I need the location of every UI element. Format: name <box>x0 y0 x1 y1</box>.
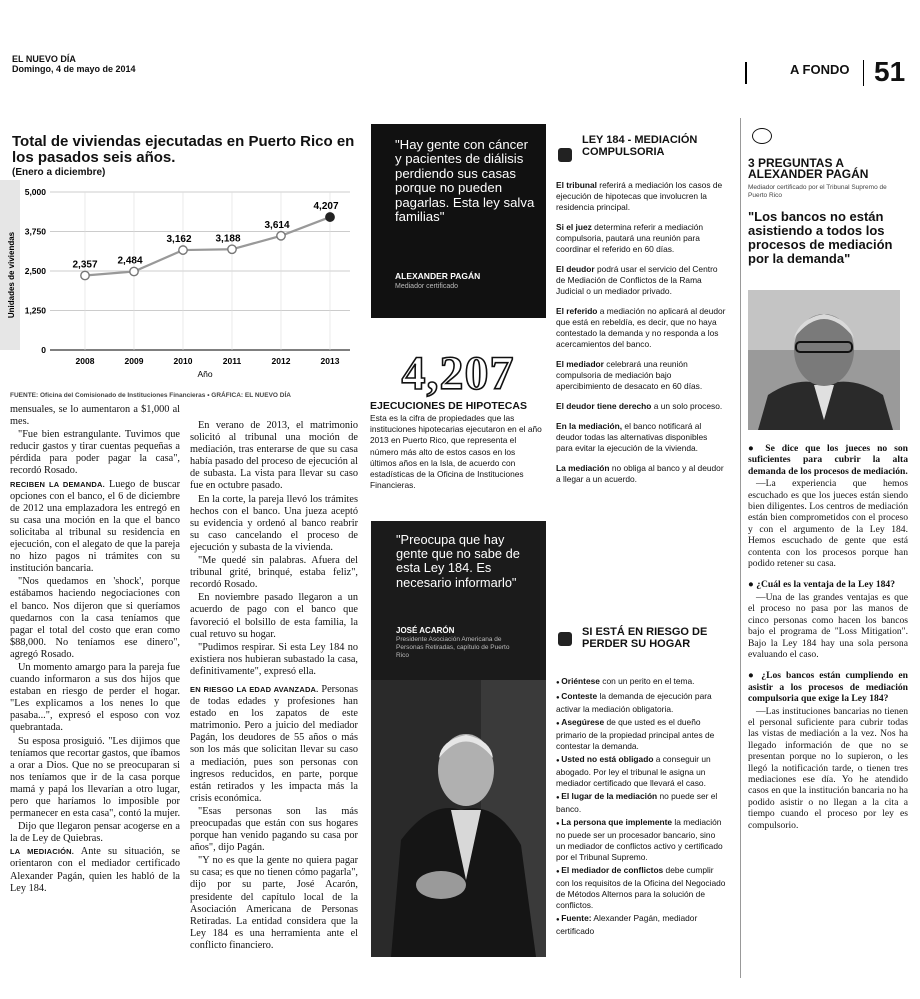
x-tick-label: 2008 <box>75 356 95 366</box>
paragraph: Dijo que llegaron pensar acogerse en a la de Ley de Quiebras. <box>10 821 180 845</box>
x-tick-label: 2011 <box>222 356 242 366</box>
data-point <box>326 213 334 221</box>
list-item <box>556 180 726 213</box>
list-item <box>556 359 726 392</box>
x-tick-label: 2012 <box>271 356 291 366</box>
list-item <box>556 865 726 911</box>
list-item-text: a mediación no aplicará al deudor que está en rebeldía, es decir, que no haya contestado la demanda y no responda a los acercamientos del banco. <box>556 306 726 349</box>
data-label: 3,614 <box>264 219 290 231</box>
big-number: 4,207 <box>401 347 515 400</box>
subhead: EN RIESGO LA EDAD AVANZADA. <box>190 684 319 694</box>
x-axis-label: Año <box>197 369 213 379</box>
subhead: RECIBEN LA DEMANDA. <box>10 479 105 489</box>
x-tick-label: 2009 <box>124 356 144 366</box>
list-item <box>556 401 726 412</box>
interview-question: ● ¿Los bancos están cumpliendo en asistir a los procesos de mediación compulsoria que exige la Ley 184? <box>748 670 908 705</box>
data-point <box>179 246 187 254</box>
paragraph: En la corte, la pareja llevó los trámites hechos con el banco. Una jueza aceptó su evidencia y ordenó al banco reabrir su caso cancelando el proceso de ejecución y subasta de la vivienda. <box>190 493 358 553</box>
list-item-text: Alexander Pagán, mediador certificado <box>556 913 698 936</box>
quote-author-role: Mediador certificado <box>395 283 459 290</box>
paragraph: "Me quedé sin palabras. Afuera del tribunal grité, brinqué, estaba feliz", recordó Rosado. <box>190 555 358 591</box>
pull-quote: "Preocupa que hay gente que no sabe de esta Ley 184. Es necesario informarlo" <box>396 532 520 590</box>
bullet-icon: ● <box>556 680 562 686</box>
data-label: 2,484 <box>117 255 143 267</box>
paragraph <box>10 479 180 576</box>
list-item-lead: El tribunal <box>556 180 597 190</box>
quote-author: ALEXANDER PAGÁN <box>395 271 481 281</box>
pull-quote: "Hay gente con cáncer y pacientes de diálisis perdiendo sus casas porque no pueden pagarlas. Esta ley salva familias" <box>395 137 535 225</box>
ley184-heading: LEY 184 - MEDIACIÓN COMPULSORIA <box>582 134 698 158</box>
article-column-1 <box>10 404 180 896</box>
list-item-lead: El deudor tiene derecho <box>556 401 652 411</box>
list-item <box>556 791 726 815</box>
list-item-text: debe cumplir con los requisitos de la Oficina del Negociado de Métodos Alternos para la solución de conflictos. <box>556 865 726 910</box>
chart-source: FUENTE: Oficina del Comisionado de Instituciones Financieras • GRÁFICA: EL NUEVO DÍA <box>10 392 291 399</box>
paragraph: "Y no es que la gente no quiera pagar su casa; es que no tienen cómo pagarla", dijo por su parte, José Acarón, presidente del capítulo local de la Asociación Americana de Personas Retiradas. La entidad considera que la Ley 184 es una herramienta ante el conflicto financiero. <box>190 855 358 951</box>
list-item-text: con un perito en el tema. <box>599 676 695 686</box>
x-tick-label: 2013 <box>320 356 340 366</box>
newspaper-name: EL NUEVO DÍA <box>12 54 76 64</box>
data-point <box>130 267 138 275</box>
list-item <box>556 817 726 863</box>
interview-heading: 3 PREGUNTAS A ALEXANDER PAGÁN <box>748 156 869 181</box>
list-item <box>556 222 726 255</box>
big-number-description: Esta es la cifra de propiedades que las instituciones hipotecarias ejecutaron en el año 2013 en Puerto Rico, que representa el número más alto de estos casos en los últimos años en la Isla, de acuerdo con estadísticas de la Oficina de Instituciones Financieras. <box>370 413 542 491</box>
list-item <box>556 717 726 752</box>
list-item <box>556 913 726 937</box>
data-point <box>277 232 285 240</box>
list-item-text: podrá usar el servicio del Centro de Mediación de Conflictos de la Rama Judicial o un mediador privado. <box>556 264 718 296</box>
y-tick-label: 2,500 <box>24 266 46 276</box>
page-number: 51 <box>874 56 906 87</box>
list-item <box>556 463 726 485</box>
paragraph: "Fue bien estrangulante. Tuvimos que reducir gastos y tirar cuentas pequeñas a pérdida para poder pagar la casa", recordó Rosado. <box>10 429 180 477</box>
list-item-lead: Si el juez <box>556 222 592 232</box>
data-label: 3,162 <box>166 234 192 246</box>
quote-author: JOSÉ ACARÓN <box>396 626 455 635</box>
interview-subheading: Mediador certificado por el Tribunal Supremo de Puerto Rico <box>748 184 887 199</box>
list-item-lead: La persona que implemente <box>561 817 673 827</box>
chart-subtitle: (Enero a diciembre) <box>12 167 106 178</box>
list-item-text: el banco notificará al deudor todas las alternativas disponibles para evitar la ejecución de la vivienda. <box>556 421 708 453</box>
search-icon <box>558 632 572 646</box>
series-line <box>85 217 330 275</box>
interview-answer: —La experiencia que hemos escuchado es que los jueces están siendo bien diligentes. Los centros de mediación están bien comprometidos con el proceso y con el argumento de la Ley 184. Hemos escuchado de gente que está contenta con los procesos porque han podido retener su casa. <box>748 478 908 570</box>
list-item-lead: La mediación <box>556 463 610 473</box>
list-item <box>556 691 726 715</box>
list-item <box>556 421 726 454</box>
paragraph <box>190 684 358 805</box>
y-tick-label: 5,000 <box>24 187 46 197</box>
interview-quote: "Los bancos no están asistiendo a todos los procesos de mediación por la demanda" <box>748 209 893 266</box>
list-item-lead: Fuente: <box>561 913 592 923</box>
list-item-lead: Usted no está obligado <box>561 754 654 764</box>
section-name: A FONDO <box>790 62 850 77</box>
header-divider <box>745 62 747 84</box>
interview-answer: —Las instituciones bancarias no tienen el personal suficiente para cubrir todas las vistas de mediación a la vez. Nos ha llegado información de que no se presentan porque no lo supieron, o les llegó la notificación tarde, o tienen tres mediaciones ese día. Yo he atendido casos en que la institución bancaria no ha podido asistir o no llegan a la cita a tiempo cuando el proceso por ley es compulsorio. <box>748 705 908 831</box>
riesgo-heading: SI ESTÁ EN RIESGO DE PERDER SU HOGAR <box>582 626 708 650</box>
list-item-lead: Oriéntese <box>561 676 600 686</box>
header-divider-2 <box>863 60 864 86</box>
bullet-icon: ● <box>556 917 562 923</box>
list-item-text: no puede ser el banco. <box>556 791 718 814</box>
list-item-text: no obliga al banco y al deudor a llegar a un acuerdo. <box>556 463 724 484</box>
data-point <box>228 245 236 253</box>
quote-author-role: Presidente Asociación Americana de Personas Retiradas, capítulo de Puerto Rico <box>396 636 510 659</box>
list-item-lead: Conteste <box>561 691 598 701</box>
list-item-text: a conseguir un abogado. Por ley el tribunal le asigna un mediador certificado que llevará el caso. <box>556 754 711 788</box>
paragraph-text: Ante su situación, se orientaron con el mediador certificado Alexander Pagán, quien les habló de la Ley 184. <box>10 846 180 894</box>
list-item-text: a un solo proceso. <box>651 401 723 411</box>
list-item <box>556 264 726 297</box>
chart-title: Total de viviendas ejecutadas en Puerto Rico en los pasados seis años. <box>12 133 355 166</box>
bullet-icon: ● <box>556 695 562 701</box>
data-label: 3,188 <box>215 233 241 245</box>
paragraph-text: Luego de buscar opciones con el banco, el 6 de diciembre de 2012 una emplazadora les entregó en su casa una moción en la que el banco solicitaba al tribunal su residencia en ejecución, con el alegato de que la pareja no hizo pagos ni trámites con su institución bancaria. <box>10 478 181 575</box>
bullet-icon: ● <box>556 795 562 801</box>
big-number-title: EJECUCIONES DE HIPOTECAS <box>370 400 527 412</box>
list-item-lead: El lugar de la mediación <box>561 791 658 801</box>
y-axis-label: Unidades de viviendas <box>7 231 16 319</box>
paragraph: Su esposa prosiguió. "Les dijimos que teníamos que recortar gastos, que íbamos a orar a Dios. Que no se preocuparan si nos teníamos que ir de la casa porque mamá y papá los llevarían a otro lugar, pero que haríamos lo imposible por permanecer en esta casa", contó la mujer. <box>10 735 181 820</box>
y-tick-label: 3,750 <box>24 226 46 237</box>
ley184-list <box>556 180 726 494</box>
list-item <box>556 676 726 689</box>
list-item-lead: El mediador <box>556 359 604 369</box>
paragraph <box>10 846 180 894</box>
list-item-lead: El deudor <box>556 264 595 274</box>
pagan-photo <box>748 290 900 430</box>
interview-question: ● Se dice que los jueces no son suficientes para cubrir la alta demanda de los procesos de mediación. <box>748 443 908 477</box>
list-item-lead: En la mediación, <box>556 421 623 431</box>
article-column-2 <box>190 420 358 953</box>
housing-chart <box>0 180 362 390</box>
acaron-photo <box>371 680 546 957</box>
interview-question: ● ¿Cuál es la ventaja de la Ley 184? <box>748 579 896 591</box>
data-point <box>81 271 89 279</box>
list-item-text: la mediación no puede ser un procesador bancario, sino un mediador de conflictos activo y certificado por el Tribunal Supremo. <box>556 817 723 862</box>
subhead: LA MEDIACIÓN. <box>10 847 75 857</box>
paragraph: "Esas personas son las más preocupadas que están con sus hogares porque han venido pagando su casa por años", dijo Pagán. <box>190 805 358 854</box>
paragraph: "Nos quedamos en 'shock', porque estábamos haciendo negociaciones con el banco. Nos dijeron que si queríamos quedarnos con la casa teníamos que pagar el total del costo que eran como $88,000. No teníamos ese dinero", agregó Rosado. <box>10 576 180 660</box>
bullet-icon: ● <box>556 821 562 827</box>
list-item-lead: El referido <box>556 306 598 316</box>
paragraph: "Pudimos respirar. Si esta Ley 184 no existiera nos hubieran subastado la casa, definitivamente", expresó ella. <box>190 641 358 677</box>
y-tick-label: 0 <box>41 345 46 355</box>
paragraph: En verano de 2013, el matrimonio solicitó al tribunal una moción de mediación, tras enterarse de que su casa había pasado del proceso de ejecución al de subasta. La vista para llevar su caso fue en octubre pasado. <box>190 420 358 492</box>
data-label: 2,357 <box>72 259 98 271</box>
paragraph: Un momento amargo para la pareja fue cuando informaron a sus dos hijos que estaban en riesgo de perder el hogar. "Les explicamos a los nenes lo que pasaba...", expresó el esposo con voz quebrantada. <box>10 661 180 734</box>
search-icon <box>558 148 572 162</box>
list-item-text: de que usted es el dueño primario de la propiedad principal antes de contestar la demanda. <box>556 717 715 751</box>
paragraph: mensuales, se lo aumentaron a $1,000 al mes. <box>10 404 180 428</box>
y-tick-label: 1,250 <box>24 305 46 316</box>
interview-answer: —Una de las grandes ventajas es que el proceso no pasa por las manos de cinco personas como hacen los bancos bajo el programa de "Loss Mitigation". Bajo la Ley 184 hay una sola persona evaluando el caso. <box>748 591 908 660</box>
bullet-icon: ● <box>556 758 562 764</box>
riesgo-list <box>556 676 726 939</box>
bullet-icon: ● <box>556 869 562 875</box>
data-label: 4,207 <box>313 201 339 213</box>
paragraph: En noviembre pasado llegaron a un acuerdo de pago con el banco que favoreció el bolsillo de esta familia, la cual retuvo su hogar. <box>190 592 358 640</box>
issue-date: Domingo, 4 de mayo de 2014 <box>12 64 136 74</box>
list-item-text: la demanda de ejecución para activar la mediación obligatoria. <box>556 691 712 714</box>
list-item-text: celebrará una reunión compulsoria de mediación bajo apercibimiento de desacato en 60 días. <box>556 359 703 391</box>
list-item-text: referirá a mediación los casos de ejecución de hipotecas que involucren la residencia principal. <box>556 180 723 212</box>
paragraph-text: Personas de todas edades y profesiones han estado en los zapatos de este matrimonio. Pero a juicio del mediador Pagán, los deudores de 55 años o más son los más que solicitan llevar su caso a mediación, pues son personas con ingresos reducidos, en parte, porque están retirados y les impacta más la crisis económica. <box>190 683 358 804</box>
list-item-text: determina referir a mediación compulsoria, pautará una reunión para coordinar el referido en 60 días. <box>556 222 704 254</box>
bullet-icon: ● <box>556 721 562 727</box>
list-item-lead: El mediador de conflictos <box>561 865 664 875</box>
interview-qa <box>748 443 908 832</box>
speech-bubble-icon <box>752 128 772 144</box>
list-item <box>556 306 726 350</box>
list-item <box>556 754 726 789</box>
x-tick-label: 2010 <box>173 356 193 366</box>
column-divider <box>740 118 741 978</box>
list-item-lead: Asegúrese <box>561 717 605 727</box>
